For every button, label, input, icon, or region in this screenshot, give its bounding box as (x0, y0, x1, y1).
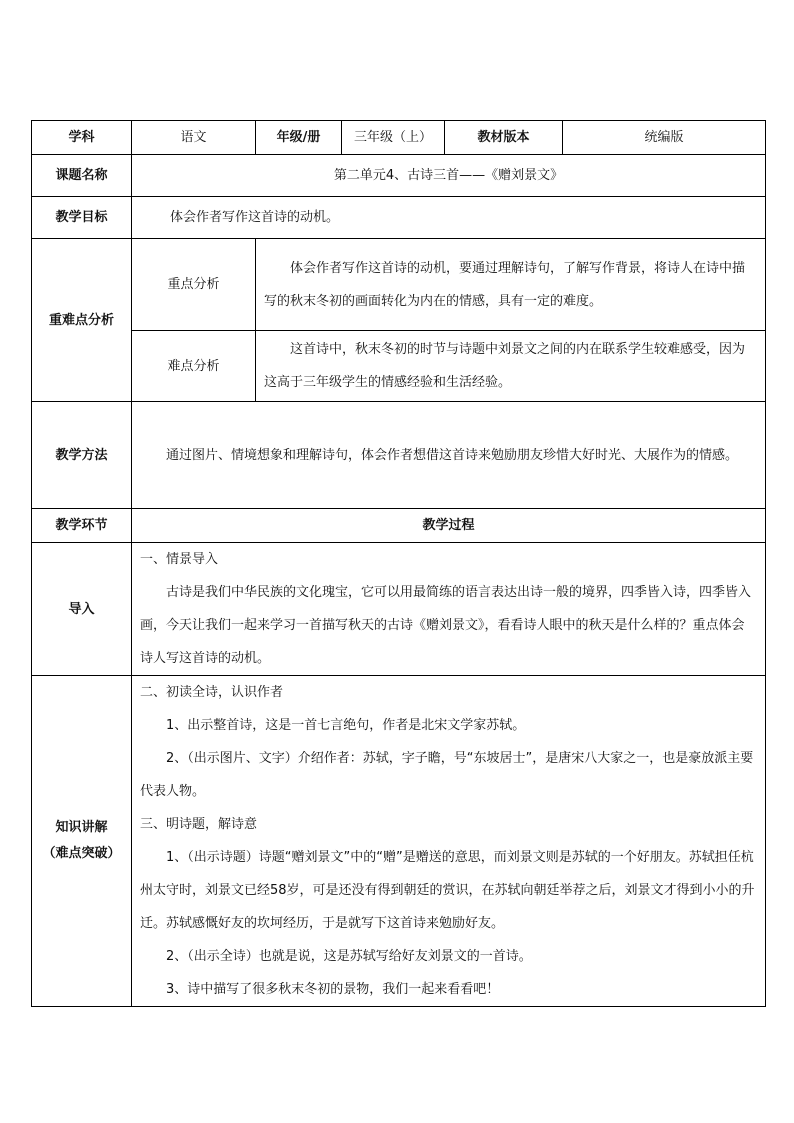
goal-label: 教学目标 (32, 197, 132, 239)
method-label: 教学方法 (32, 402, 132, 509)
difficult-analysis-row (32, 331, 766, 402)
key-analysis-label: 重点分析 (132, 239, 256, 331)
knowledge-heading-1: 二、初读全诗，认识作者 (140, 685, 284, 700)
subject-value: 语文 (132, 121, 256, 155)
knowledge-item-5: 3、诗中描写了很多秋末冬初的景物，我们一起来看看吧！ (166, 982, 500, 997)
knowledge-item-3: 1、（出示诗题）诗题“赠刘景文”中的“赠”是赠送的意思，而刘景文则是苏轼的一个好朋友。苏轼担任杭州太守时，刘景文已经58岁，可是还没有得到朝廷的赏识，在苏轼向朝廷举荐之后，刘景文才得到小小的升迁。苏轼感慨好友的坎坷经历，于是就写下这首诗来勉励好友。 (140, 850, 755, 931)
analysis-label: 重难点分析 (32, 239, 132, 402)
stage-label: 教学环节 (32, 509, 132, 543)
intro-label: 导入 (32, 543, 132, 676)
key-analysis-text: 体会作者写作这首诗的动机，要通过理解诗句，了解写作背景，将诗人在诗中描写的秋末冬初的画面转化为内在的情感，具有一定的难度。 (264, 260, 746, 309)
grade-label: 年级/册 (256, 121, 342, 155)
subject-label: 学科 (32, 121, 132, 155)
knowledge-label: 知识讲解 (55, 820, 108, 835)
intro-row (32, 543, 766, 676)
lesson-row (32, 155, 766, 197)
difficult-analysis-label: 难点分析 (132, 331, 256, 402)
knowledge-row (32, 676, 766, 1007)
intro-text: 古诗是我们中华民族的文化瑰宝，它可以用最简练的语言表达出诗一般的境界，四季皆入诗，四季皆入画，今天让我们一起来学习一首描写秋天的古诗《赠刘景文》，看看诗人眼中的秋天是什么样的？重点体会诗人写这首诗的动机。 (140, 585, 752, 666)
knowledge-item-1: 1、出示整首诗，这是一首七言绝句，作者是北宋文学家苏轼。 (166, 718, 526, 733)
process-header-row (32, 509, 766, 543)
goal-text: 体会作者写作这首诗的动机。 (170, 210, 340, 225)
knowledge-item-2: 2、（出示图片、文字）介绍作者：苏轼，字子瞻，号“东坡居士”，是唐宋八大家之一，也是豪放派主要代表人物。 (140, 751, 754, 799)
header-row (32, 121, 766, 155)
key-analysis-row (32, 239, 766, 331)
lesson-label: 课题名称 (32, 155, 132, 197)
knowledge-heading-2: 三、明诗题，解诗意 (140, 817, 258, 832)
edition-label: 教材版本 (445, 121, 563, 155)
lesson-title: 第二单元4、古诗三首——《赠刘景文》 (132, 155, 766, 197)
intro-heading: 一、情景导入 (140, 552, 219, 567)
difficult-analysis-text: 这首诗中，秋末冬初的时节与诗题中刘景文之间的内在联系学生较难感受，因为这高于三年级学生的情感经验和生活经验。 (264, 342, 746, 390)
knowledge-sublabel: （难点突破） (42, 846, 121, 861)
process-label: 教学过程 (132, 509, 766, 543)
knowledge-item-4: 2、（出示全诗）也就是说，这是苏轼写给好友刘景文的一首诗。 (166, 949, 532, 964)
lesson-plan-table (31, 120, 766, 1007)
grade-value: 三年级（上） (342, 121, 445, 155)
goal-row (32, 197, 766, 239)
method-text: 通过图片、情境想象和理解诗句，体会作者想借这首诗来勉励朋友珍惜大好时光、大展作为的情感。 (166, 447, 739, 463)
method-row (32, 402, 766, 509)
edition-value: 统编版 (563, 121, 766, 155)
